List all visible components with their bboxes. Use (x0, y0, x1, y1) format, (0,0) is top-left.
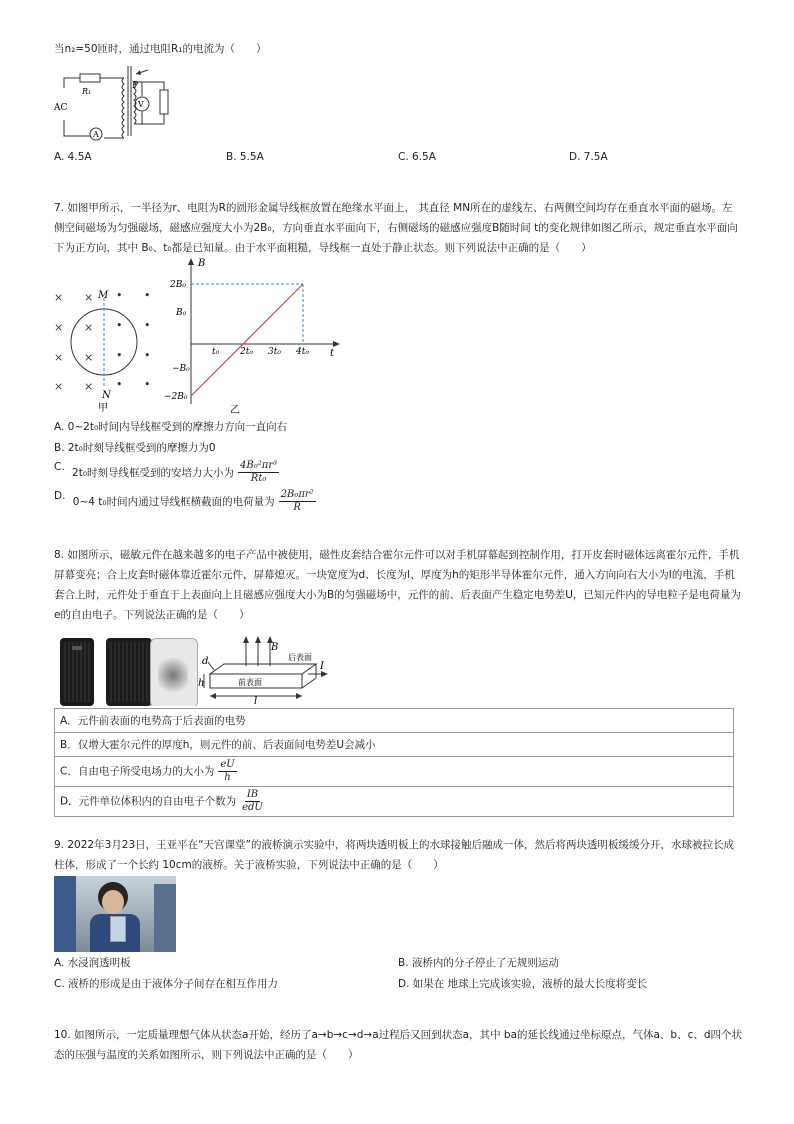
q10-stem-line-2: 态的压强与温度的关系如图所示，则下列说法中正确的是（ ） (54, 1049, 359, 1061)
q8-option-b: B．仅增大霍尔元件的厚度h，则元件的前、后表面间电势差U会减小 (55, 733, 734, 757)
q9-stem-line-2: 柱体，形成了一个长约 10cm的液桥。关于液桥实验，下列说法中正确的是（ ） (54, 859, 444, 871)
q7-label-m: M (98, 290, 109, 301)
q7-option-d: D. 0~4 t₀时间内通过导线框横截面的电荷量为 $\frac{\text{2B₀πr²}}{R}$ (54, 489, 314, 513)
svg-text:•: • (144, 378, 151, 391)
svg-text:×: × (84, 321, 94, 334)
q7-xtick-3t0: 3t₀ (268, 347, 281, 357)
svg-text:•: • (116, 378, 123, 391)
q7-figure-jia (50, 284, 162, 414)
svg-text:×: × (84, 291, 94, 304)
svg-text:•: • (116, 289, 123, 302)
q7-stem-line-2: 侧空间磁场为匀强磁场，磁感应强度大小为2B₀，方向垂直水平面向下，右侧磁场的磁感应强度B随时间 t的变化规律如图乙所示，规定垂直水平面向 (54, 222, 738, 234)
q9-stem-line-1: 9. 2022年3月23日，王亚平在“天宫课堂”的液桥演示实验中，将两块透明板上的水球接触后融成一体，然后将两块透明板缓缓分开，水球被拉长成 (54, 839, 734, 851)
svg-text:×: × (54, 321, 64, 334)
svg-text:×: × (54, 351, 64, 364)
q7-axis-t: t (330, 348, 335, 359)
q10-stem-line-1: 10. 如图所示，一定质量理想气体从状态a开始，经历了a→b→c→d→a过程后又回到状态a，其中 ba的延长线通过坐标原点，气体a、b、c、d四个状 (54, 1029, 743, 1041)
q7-stem-line-3: 下为正方向，其中 B₀、t₀都是已知量。由于水平面粗糙，导线框一直处于静止状态。则下列说法中正确的是（ ） (54, 242, 592, 254)
q6-option-b: B. 5.5A (226, 151, 264, 163)
q6-stem-tail: 当n₂=50匝时，通过电阻R₁的电流为（ ） (54, 43, 267, 55)
svg-text:×: × (84, 351, 94, 364)
q8-option-d: D．元件单位体积内的自由电子个数为 $\frac{IB}{\text{edU}}$ (55, 787, 734, 817)
q7-option-c: C. 2t₀时刻导线框受到的安培力大小为 $\frac{\text{4B₀²πr³}}{\text{Rt₀}}$ (54, 460, 278, 484)
q6-transformer-circuit (52, 58, 182, 144)
q9-option-c: C. 液桥的形成是由于液体分子间存在相互作用力 (54, 978, 279, 990)
q8-option-a: A．元件前表面的电势高于后表面的电势 (55, 709, 734, 733)
q6-label-a: A (93, 130, 99, 139)
q9-option-d: D. 如果在 地球上完成该实验，液桥的最大长度将变长 (398, 978, 648, 990)
q8-label-b: B (271, 642, 279, 653)
q8-stem-line-2: 屏幕变亮；合上皮套时磁体靠近霍尔元件，屏幕熄灭。一块宽度为d、长度为l、厚度为h的矩形半导体霍尔元件，通入方向向右大小为I的电流，手机 (54, 569, 735, 581)
q7-xtick-t0: t₀ (212, 347, 220, 357)
q6-option-a: A. 4.5A (54, 151, 92, 163)
q8-phone-photo-closed (60, 638, 94, 706)
q7-xtick-4t0: 4t₀ (296, 347, 309, 357)
q6-option-d: D. 7.5A (569, 151, 608, 163)
q7-ytick-2b0: 2B₀ (170, 280, 186, 290)
q8-hall-element-diagram (198, 636, 338, 706)
q8-stem-line-3: 套合上时，元件处于垂直于上表面向上且磁感应强度大小为B的匀强磁场中，元件的前、后表面产生稳定电势差U，已知元件内的导电粒子是电荷量为 (54, 589, 741, 601)
svg-text:•: • (144, 289, 151, 302)
q8-label-l: l (254, 696, 258, 706)
q7-ytick-b0: B₀ (176, 308, 187, 318)
q8-option-c: C．自由电子所受电场力的大小为 $\frac{eU}{h}$ (55, 757, 734, 787)
q7-xtick-2t0: 2t₀ (240, 347, 253, 357)
q7-axis-b: B (198, 258, 206, 269)
q8-label-back-surface: 后表面 (288, 653, 312, 662)
q8-label-h: h (198, 678, 205, 689)
q6-label-ac: AC (54, 103, 68, 113)
q9-option-b: B. 液桥内的分子停止了无规则运动 (398, 957, 559, 969)
q6-option-c: C. 6.5A (398, 151, 436, 163)
q7-figure-yi-graph (160, 256, 350, 416)
q7-caption-jia: 甲 (98, 403, 108, 414)
q6-label-v: V (138, 100, 144, 109)
q8-phone-photo-open (106, 638, 198, 706)
q7-label-n: N (102, 390, 111, 401)
q9-option-a: A. 水浸润透明板 (54, 957, 131, 969)
q8-options-table (54, 708, 734, 817)
svg-text:•: • (144, 319, 151, 332)
svg-text:•: • (116, 319, 123, 332)
svg-text:×: × (54, 380, 64, 393)
q7-caption-yi: 乙 (230, 405, 240, 416)
q7-option-a: A. 0~2t₀时间内导线框受到的摩擦力方向一直向右 (54, 421, 288, 433)
q8-label-front-surface: 前表面 (238, 678, 262, 687)
svg-text:•: • (116, 349, 123, 362)
q6-label-r1: R₁ (82, 87, 92, 96)
q7-ytick-neg-b0: −B₀ (172, 364, 190, 374)
q8-label-d: d (202, 656, 209, 667)
q7-stem-line-1: 7. 如图甲所示，一半径为r、电阻为R的圆形金属导线框放置在绝缘水平面上， 其直径 MN所在的虚线左、右两侧空间均存在垂直水平面的磁场。左 (54, 202, 733, 214)
q7-ytick-neg-2b0: −2B₀ (164, 392, 188, 402)
q7-option-b: B. 2t₀时刻导线框受到的摩擦力为0 (54, 442, 216, 454)
q8-label-i: I (320, 661, 324, 672)
svg-text:•: • (144, 349, 151, 362)
q8-stem-line-1: 8. 如图所示，磁敏元件在越来越多的电子产品中被使用，磁性皮套结合霍尔元件可以对手机屏幕起到控制作用，打开皮套时磁体远离霍尔元件，手机 (54, 549, 740, 561)
q8-stem-line-4: e的自由电子。下列说法正确的是（ ） (54, 609, 250, 621)
svg-text:×: × (84, 380, 94, 393)
q6-label-p: P (132, 81, 139, 91)
svg-text:×: × (54, 291, 64, 304)
q9-liquid-bridge-photo (54, 876, 176, 952)
